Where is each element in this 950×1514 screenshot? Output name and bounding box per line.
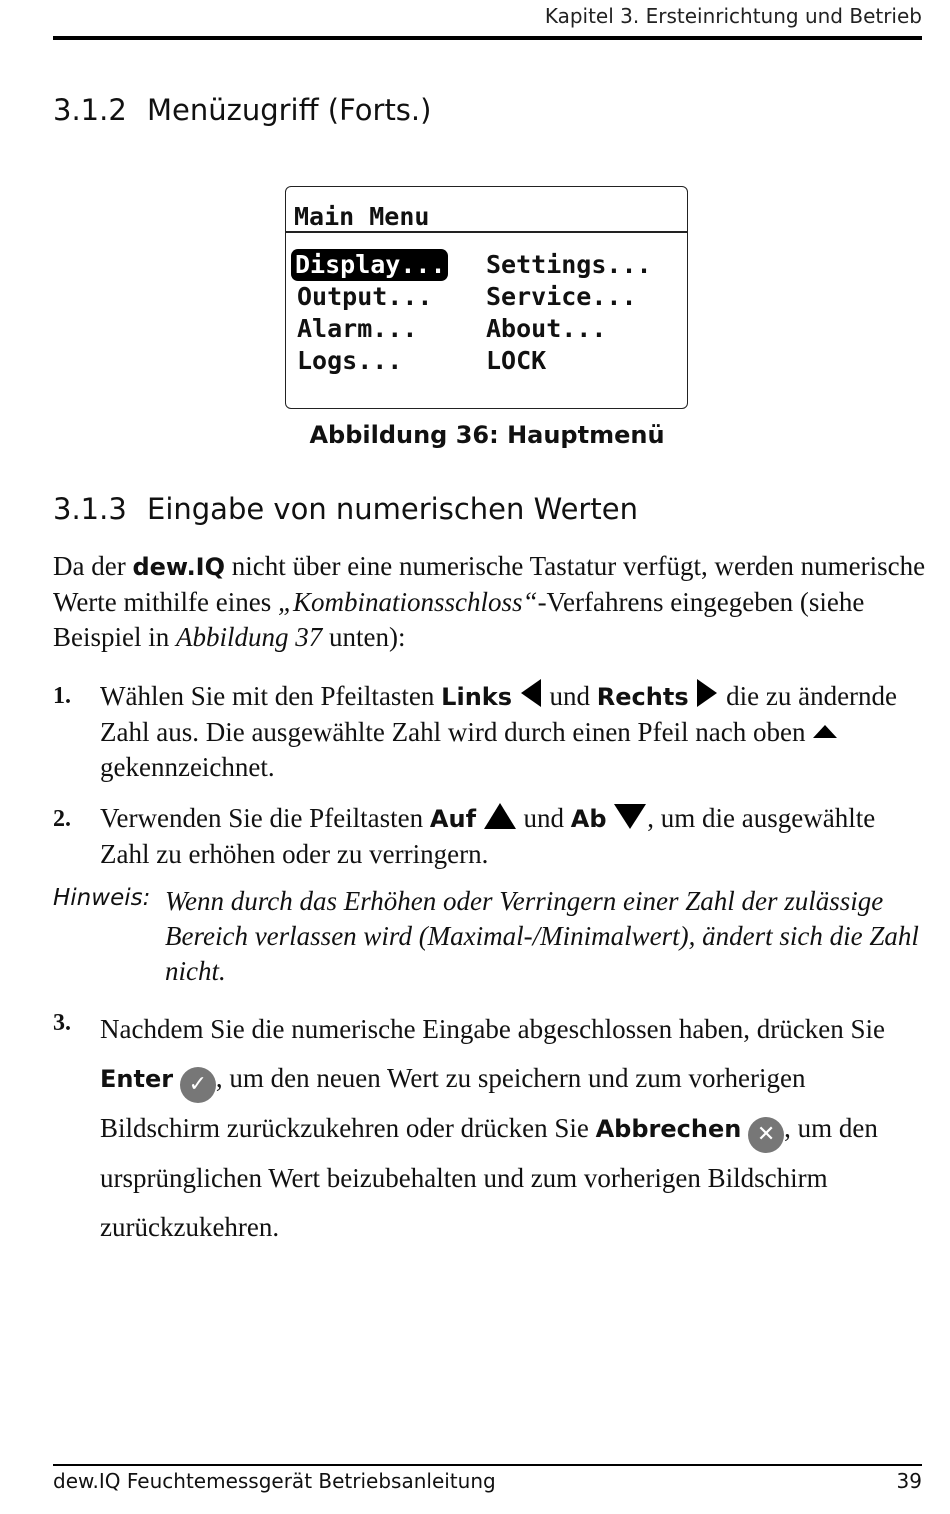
text: Nachdem Sie die numerische Eingabe abgeschlossen haben, drücken Sie bbox=[100, 1014, 885, 1044]
text: , um die ausgewählte Zahl zu erhöhen oder zu verringern. bbox=[100, 803, 876, 869]
figure-caption: Abbildung 36: Hauptmenü bbox=[309, 421, 665, 449]
header-rule bbox=[53, 36, 922, 40]
check-circle-icon: ✓ bbox=[180, 1067, 216, 1103]
text: , um den neuen Wert zu speichern und zum vorherigen Bildschirm zurückzukehren oder drücken Sie bbox=[100, 1063, 806, 1143]
right-arrow-icon bbox=[695, 678, 719, 708]
product-name: dew.IQ bbox=[132, 553, 226, 581]
step-3-text bbox=[100, 1005, 925, 1252]
left-arrow-icon bbox=[519, 678, 543, 708]
key-links: Links bbox=[441, 683, 513, 711]
lcd-item-about: About... bbox=[486, 314, 607, 343]
section-title: Menüzugriff (Forts.) bbox=[147, 93, 432, 127]
lcd-title: Main Menu bbox=[294, 202, 430, 231]
key-enter: Enter bbox=[100, 1065, 174, 1093]
text: die zu ändernde Zahl aus. Die ausgewählte Zahl wird durch einen Pfeil nach oben bbox=[100, 681, 898, 747]
lcd-divider bbox=[286, 231, 687, 233]
step-1-text bbox=[100, 678, 925, 785]
lcd-item-service: Service... bbox=[486, 282, 637, 311]
key-ab: Ab bbox=[570, 805, 607, 833]
text: Da der bbox=[53, 551, 133, 581]
step-number: 1. bbox=[53, 683, 71, 709]
note-text: Wenn durch das Erhöhen oder Verringern einer Zahl der zulässige Bereich verlassen wird (Maximal-/Minimalwert), ändert sich die Zahl nicht. bbox=[165, 886, 919, 986]
section-title: Eingabe von numerischen Werten bbox=[147, 492, 638, 526]
step-number: 2. bbox=[53, 806, 71, 832]
text: unten): bbox=[322, 622, 406, 652]
quoted-term: „Kombinationsschloss“ bbox=[278, 587, 538, 617]
text: gekennzeichnet. bbox=[100, 752, 275, 782]
lcd-item-logs: Logs... bbox=[297, 346, 403, 375]
page-number: 39 bbox=[896, 1469, 922, 1493]
section-number: 3.1.3 bbox=[53, 492, 127, 526]
note-label: Hinweis: bbox=[53, 885, 151, 911]
text: und bbox=[542, 681, 597, 711]
text: Verwenden Sie die Pfeiltasten bbox=[100, 803, 430, 833]
figure-reference: Abbildung 37 bbox=[176, 622, 323, 652]
down-arrow-icon bbox=[613, 802, 647, 830]
lcd-item-settings: Settings... bbox=[486, 250, 652, 279]
key-abbrechen: Abbrechen bbox=[595, 1115, 742, 1143]
text: und bbox=[516, 803, 571, 833]
x-circle-icon: ✕ bbox=[748, 1117, 784, 1153]
key-rechts: Rechts bbox=[596, 683, 689, 711]
section-heading-313 bbox=[53, 492, 638, 526]
lcd-item-alarm: Alarm... bbox=[297, 314, 418, 343]
up-arrow-small-icon bbox=[812, 723, 838, 739]
section-heading-312 bbox=[53, 93, 431, 127]
footer-document-title: dew.IQ Feuchtemessgerät Betriebsanleitung bbox=[53, 1469, 496, 1493]
text: , um den ursprünglichen Wert beizubehalten und zum vorherigen Bildschirm zurückzukehren. bbox=[100, 1113, 878, 1242]
key-auf: Auf bbox=[429, 805, 477, 833]
running-header: Kapitel 3. Ersteinrichtung und Betrieb bbox=[544, 4, 922, 28]
text: nicht über eine numerische Tastatur verfügt, werden numerische Werte mithilfe eines bbox=[53, 551, 926, 617]
lcd-item-display: Display... bbox=[291, 249, 448, 281]
intro-paragraph bbox=[53, 549, 933, 655]
lcd-item-lock: LOCK bbox=[486, 346, 547, 375]
footer-rule bbox=[53, 1464, 922, 1466]
lcd-main-menu-figure bbox=[285, 186, 688, 409]
up-arrow-icon bbox=[483, 802, 517, 830]
text: Wählen Sie mit den Pfeiltasten bbox=[100, 681, 442, 711]
step-2-text bbox=[100, 801, 925, 872]
step-number: 3. bbox=[53, 1010, 71, 1036]
text: -Verfahrens eingegeben (siehe Beispiel in bbox=[53, 587, 865, 652]
lcd-item-output: Output... bbox=[297, 282, 433, 311]
section-number: 3.1.2 bbox=[53, 93, 127, 127]
